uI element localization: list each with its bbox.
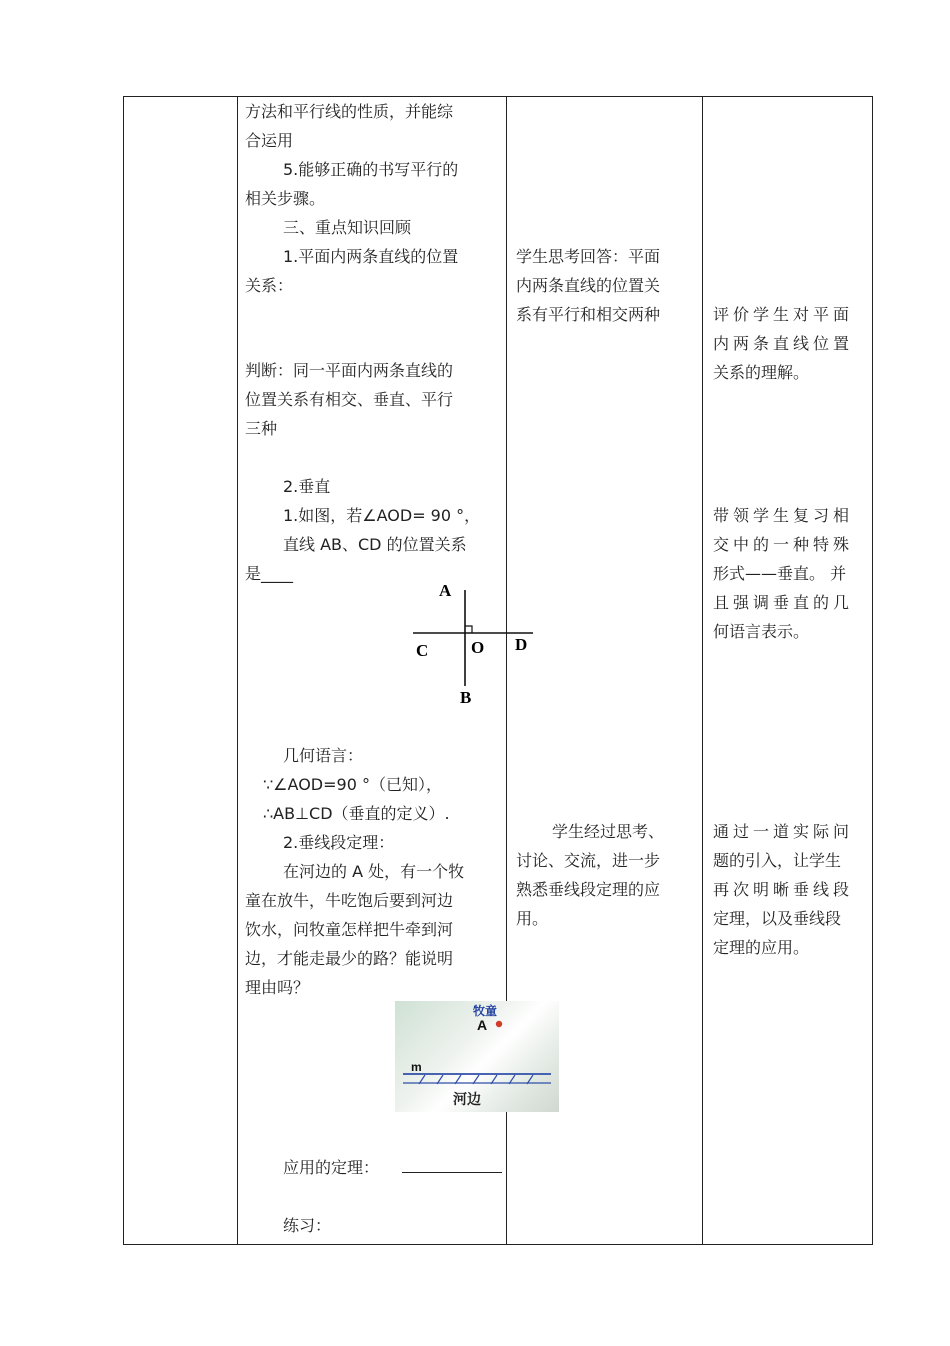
text-line: 何语言表示。 — [713, 622, 810, 641]
text-line — [283, 1153, 502, 1182]
text-line: 系有平行和相交两种 — [516, 305, 661, 324]
text-line: 理由吗？ — [245, 978, 310, 997]
point-a-dot — [496, 1021, 502, 1027]
text-line: ∴AB⊥CD（垂直的定义）. — [263, 804, 450, 823]
text-line: 相关步骤。 — [245, 189, 326, 208]
text-line: 位置关系有相交、垂直、平行 — [245, 390, 454, 409]
text-line: 交中的一种特殊 — [713, 535, 854, 554]
text-line: 饮水，问牧童怎样把牛牵到河 — [245, 920, 454, 939]
text-line: 方法和平行线的性质，并能综 — [245, 102, 454, 121]
right-angle-mark — [465, 626, 472, 633]
text-line: 题的引入，让学生 — [713, 851, 842, 870]
label-river: 河边 — [453, 1092, 481, 1108]
text-line: 1.平面内两条直线的位置 — [283, 247, 459, 266]
text-line: 内两条直线位置 — [713, 334, 854, 353]
label-a: A — [439, 582, 452, 600]
cell-design-intent — [703, 97, 873, 1245]
text-line: 通过一道实际问 — [713, 822, 854, 841]
text-line: 带领学生复习相 — [713, 506, 854, 525]
text-line: 定理的应用。 — [713, 938, 810, 957]
text-line: 熟悉垂线段定理的应 — [516, 880, 661, 899]
label-shepherd: 牧童 — [473, 1004, 498, 1018]
text-line: 关系的理解。 — [713, 363, 810, 382]
theorem-label: 应用的定理： — [283, 1158, 380, 1177]
cell-student-activity — [507, 97, 703, 1245]
text-line: 学生思考回答：平面 — [516, 247, 661, 266]
text-line: 合运用 — [245, 131, 294, 150]
text-line: 用。 — [516, 909, 549, 928]
text-line: 5.能够正确的书写平行的 — [283, 160, 459, 179]
label-o: O — [471, 638, 485, 657]
label-d: D — [515, 635, 528, 654]
label-line-m: m — [411, 1060, 422, 1074]
text-line: 1.如图，若∠AOD= 90 °， — [283, 506, 481, 525]
text-line: 2.垂直 — [283, 477, 331, 496]
text-line: 童在放牛，牛吃饱后要到河边 — [245, 891, 454, 910]
text-line: 学生经过思考、 — [552, 822, 665, 841]
text-line: 2.垂线段定理： — [283, 833, 395, 852]
label-b: B — [460, 688, 472, 707]
text-line: 三种 — [245, 419, 278, 438]
section-heading: 三、重点知识回顾 — [283, 218, 412, 237]
text-line: 再次明晰垂线段 — [713, 880, 854, 899]
text-line: 内两条直线的位置关 — [516, 276, 661, 295]
text-line: 定理，以及垂线段 — [713, 909, 842, 928]
text-line: 直线 AB、CD 的位置关系 — [283, 535, 467, 554]
text-line: 评价学生对平面 — [713, 305, 854, 324]
text-line: 边，才能走最少的路？能说明 — [245, 949, 454, 968]
text-line: 讨论、交流，进一步 — [516, 851, 661, 870]
text-line: 是____ — [245, 564, 294, 583]
text-line: ∵∠AOD=90 °（已知）， — [263, 775, 442, 794]
text-line: 判断：同一平面内两条直线的 — [245, 361, 454, 380]
text-line: 几何语言： — [283, 746, 364, 765]
text-line: 关系： — [245, 276, 294, 295]
text-line: 在河边的 A 处，有一个牧 — [283, 862, 465, 881]
text-line: 且强调垂直的几 — [713, 593, 854, 612]
cell-content — [238, 97, 528, 1245]
text-line: 练习： — [283, 1216, 332, 1235]
table-row — [124, 97, 873, 1245]
text-line: 形式——垂直。 并 — [713, 564, 847, 583]
label-c: C — [416, 641, 429, 660]
answer-blank — [402, 1154, 502, 1173]
cell-empty — [124, 97, 238, 1245]
lesson-plan-table — [123, 96, 873, 1245]
label-point-a: A — [477, 1017, 488, 1033]
